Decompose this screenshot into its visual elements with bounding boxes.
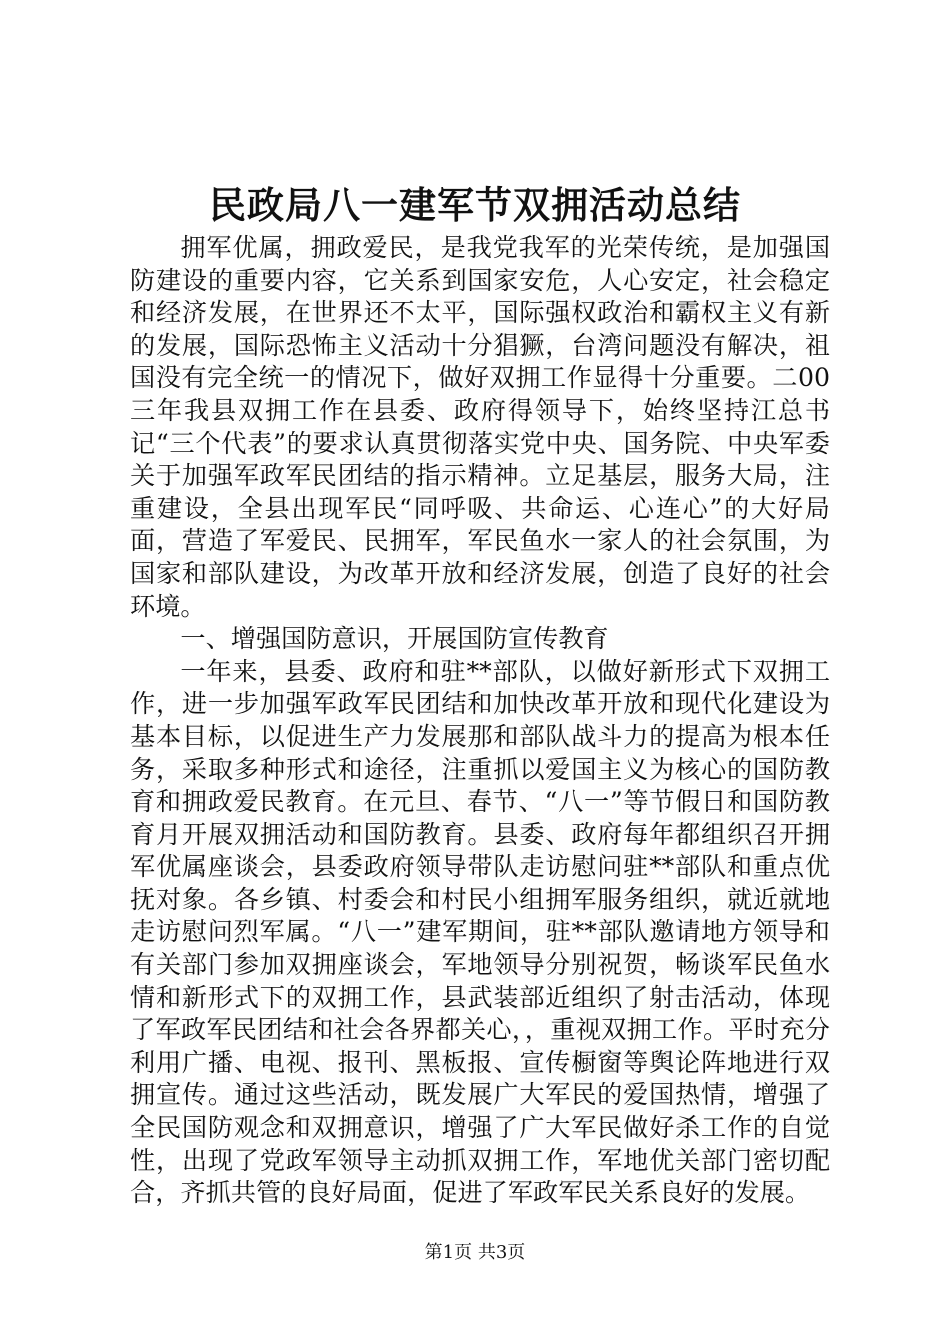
paragraph-section-1: 一年来，县委、政府和驻**部队，以做好新形式下双拥工作，进一步加强军政军民团结和加快改革开放和现代化建设为基本目标，以促进生产力发展那和部队战斗力的提高为根本任务，采取多种形式和途径，注重抓以爱国主义为核心的国防教育和拥政爱民教育。在元旦、春节、“八一”等节假日和国防教育月开展双拥活动和国防教育。县委、政府每年都组织召开拥军优属座谈会，县委政府领导带队走访慰问驻**部队和重点优抚对象。各乡镇、村委会和村民小组拥军服务组织，就近就地走访慰问烈军属。“八一”建军期间，驻**部队邀请地方领导和有关部门参加双拥座谈会，军地领导分别祝贺，畅谈军民鱼水情和新形式下的双拥工作，县武装部近组织了射击活动，体现了军政军民团结和社会各界都关心，，重视双拥工作。平时充分利用广播、电视、报刊、黑板报、宣传橱窗等舆论阵地进行双拥宣传。通过这些活动，既发展广大军民的爱国热情，增强了全民国防观念和双拥意识，增强了广大军民做好杀工作的自觉性，出现了党政军领导主动抓双拥工作，军地优关部门密切配合，齐抓共管的良好局面，促进了军政军民关系良好的发展。 bbox=[130, 656, 830, 1208]
page-number: 第1页 共3页 bbox=[424, 1242, 526, 1263]
document-title: 民政局八一建军节双拥活动总结 bbox=[209, 183, 741, 227]
section-heading-1: 一、增强国防意识，开展国防宣传教育 bbox=[180, 624, 609, 654]
paragraph-intro: 拥军优属，拥政爱民，是我党我军的光荣传统，是加强国防建设的重要内容，它关系到国家安危，人心安定，社会稳定和经济发展，在世界还不太平，国际强权政治和霸权主义有新的发展，国际恐怖主义活动十分猖獗，台湾问题没有解决，祖国没有完全统一的情况下，做好双拥工作显得十分重要。二00三年我县双拥工作在县委、政府得领导下，始终坚持江总书记“三个代表”的要求认真贯彻落实党中央、国务院、中央军委关于加强军政军民团结的指示精神。立足基层，服务大局，注重建设，全县出现军民“同呼吸、共命运、心连心”的大好局面，营造了军爱民、民拥军，军民鱼水一家人的社会氛围，为国家和部队建设，为改革开放和经济发展，创造了良好的社会环境。 bbox=[130, 233, 830, 621]
document-body bbox=[130, 232, 830, 1210]
